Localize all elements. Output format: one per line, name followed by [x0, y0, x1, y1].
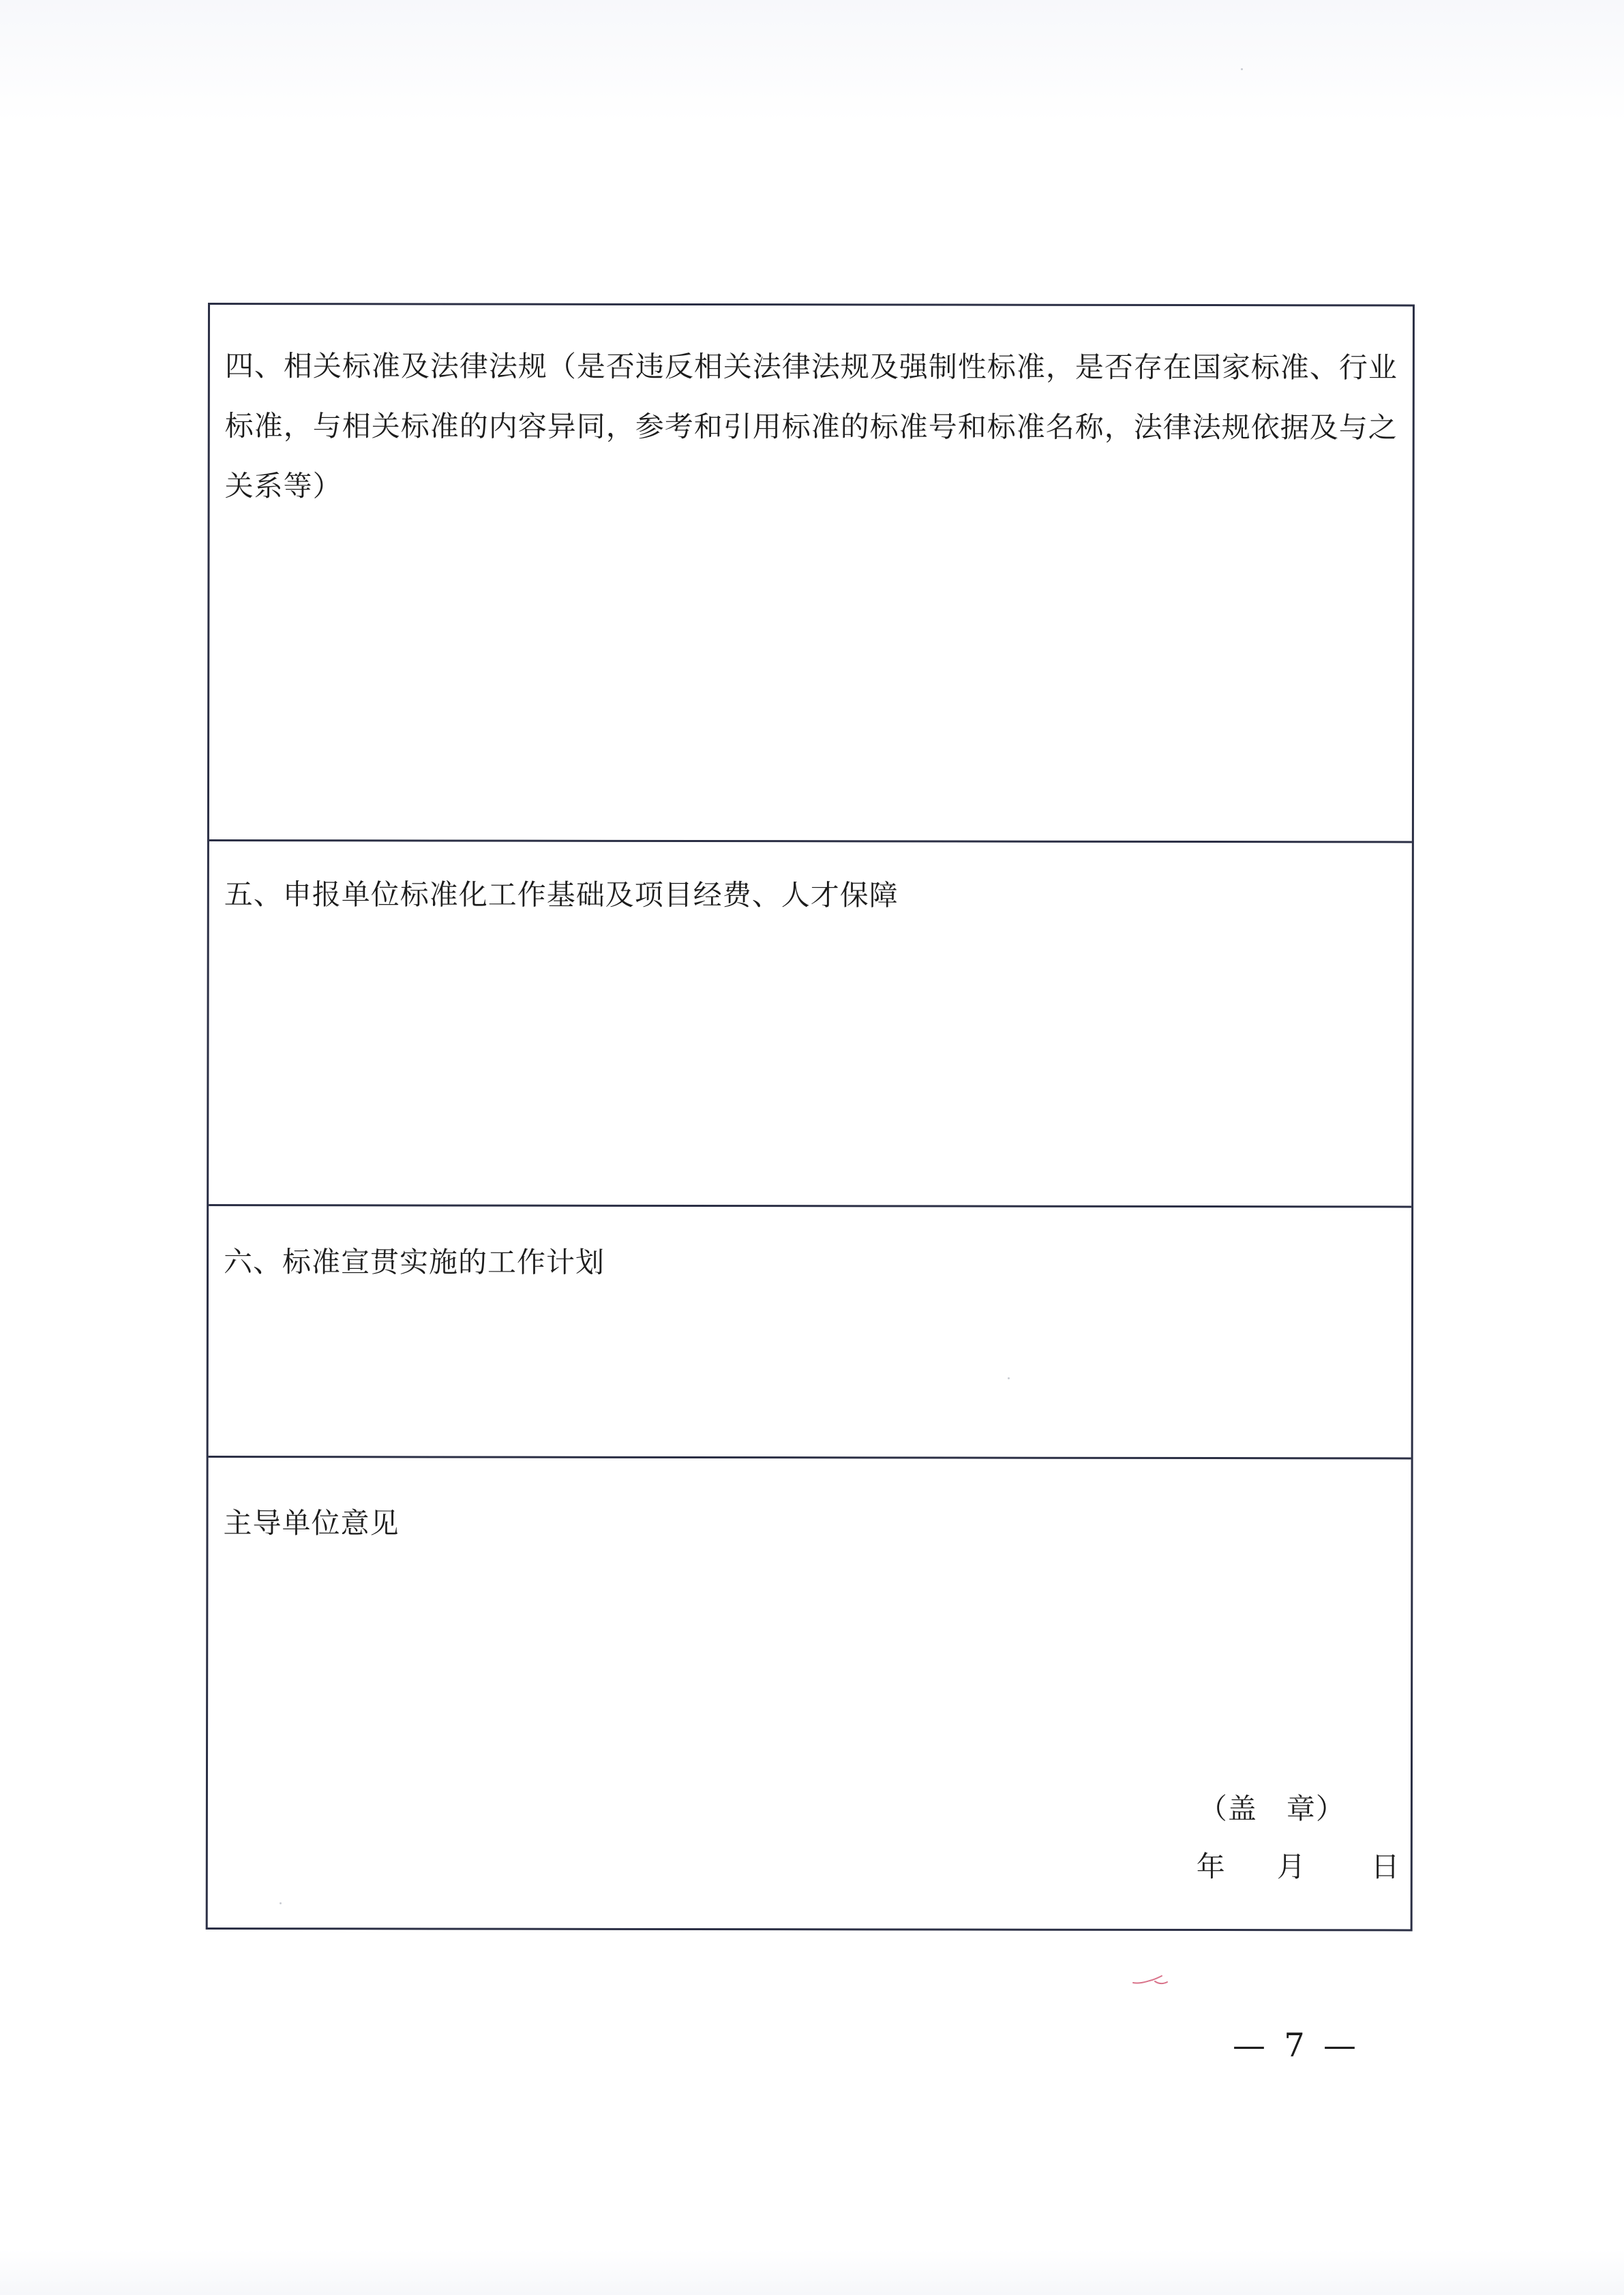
section-applicant-foundation: [209, 841, 1412, 1208]
section-implementation-plan: [209, 1206, 1412, 1459]
pen-mark-icon: [1132, 1972, 1170, 1988]
scan-speck: [1008, 1377, 1010, 1379]
section-implementation-plan-heading: 六、标准宣贯实施的工作计划: [224, 1245, 605, 1279]
page-number: — 7 —: [1233, 2026, 1361, 2065]
section-applicant-foundation-heading: 五、申报单位标准化工作基础及项目经费、人才保障: [224, 877, 899, 912]
date-month-label: 月: [1276, 1850, 1306, 1884]
form-table: [206, 303, 1415, 1931]
scan-speck: [1241, 68, 1243, 70]
section-related-standards-heading: 四、相关标准及法律法规（是否违反相关法律法规及强制性标准，是否存在国家标准、行业标准，与相关标准的内容异同，参考和引用标准的标准号和标准名称，法律法规依据及与之关系等）: [224, 349, 1398, 503]
section-lead-unit-opinion: [208, 1458, 1411, 1929]
date-year-label: 年: [1196, 1850, 1225, 1884]
date-line: [1197, 1844, 1400, 1885]
date-day-label: 日: [1370, 1850, 1400, 1884]
scan-speck: [280, 1902, 282, 1904]
section-related-standards: [209, 305, 1413, 843]
section-lead-unit-opinion-heading: 主导单位意见: [223, 1506, 400, 1540]
seal-label: （盖 章）: [1198, 1792, 1345, 1826]
